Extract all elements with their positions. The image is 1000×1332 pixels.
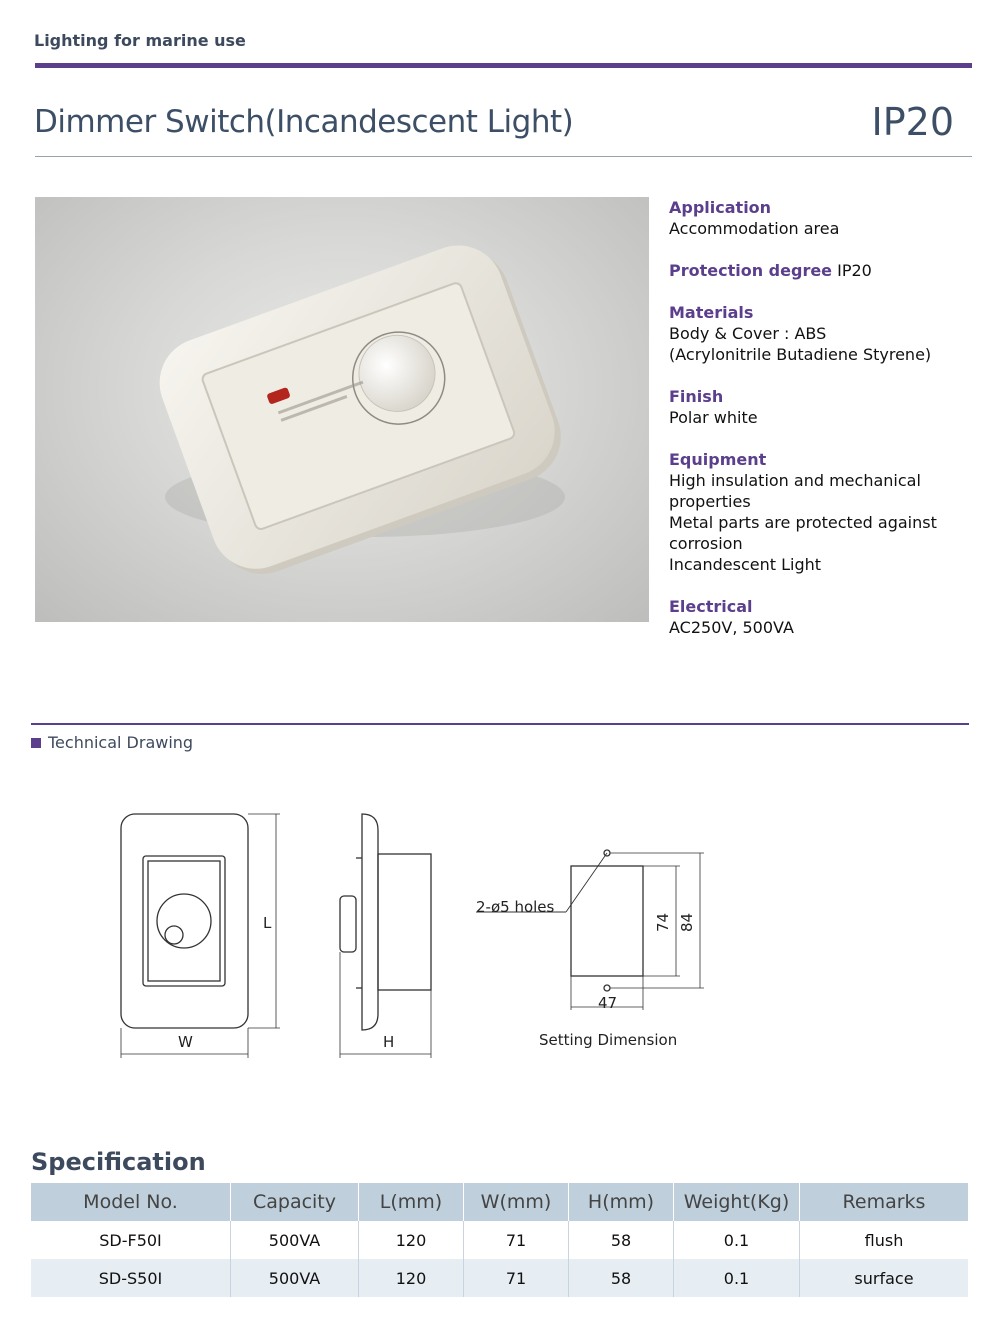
product-photo (35, 197, 649, 622)
front-view-knob (157, 894, 211, 948)
square-bullet-icon (31, 738, 41, 748)
cell-height: 58 (569, 1259, 674, 1297)
spec-label: Electrical (669, 597, 753, 616)
front-view-frame (143, 856, 225, 986)
cell-remarks: flush (864, 1230, 904, 1250)
cell-width: 71 (464, 1221, 569, 1259)
spec-finish (669, 386, 989, 428)
label-holes: 2-ø5 holes (476, 898, 555, 916)
table-header-row (31, 1183, 968, 1221)
technical-drawing-heading (31, 733, 193, 752)
label-dim47: 47 (598, 994, 618, 1012)
label-dim74: 74 (654, 912, 672, 932)
cell-width: 71 (464, 1259, 569, 1297)
category-label: Lighting for marine use (34, 31, 246, 50)
spec-value: High insulation and mechanical properties (669, 471, 921, 511)
title-divider (35, 156, 972, 157)
cell-weight: 0.1 (674, 1221, 800, 1259)
cell-model: SD-F50I (31, 1221, 231, 1259)
spec-application (669, 197, 989, 239)
side-view-knob (340, 896, 356, 952)
spec-value: Accommodation area (669, 219, 840, 238)
specification-heading: Specification (31, 1148, 206, 1176)
front-view-panel (148, 861, 220, 981)
spec-electrical (669, 596, 989, 638)
spec-value: Incandescent Light (669, 555, 822, 574)
side-view-plate (362, 814, 378, 1030)
label-w: W (178, 1033, 193, 1051)
cell-remarks: surface (800, 1259, 969, 1297)
cell-weight: 0.1 (674, 1259, 800, 1297)
col-model: Model No. (31, 1183, 231, 1221)
front-view-plate (121, 814, 248, 1028)
cell-model: SD-S50I (31, 1259, 231, 1297)
cell-length: 120 (359, 1221, 464, 1259)
spec-value: (Acrylonitrile Butadiene Styrene) (669, 345, 932, 364)
spec-label: Finish (669, 387, 724, 406)
front-view-indicator (165, 926, 183, 944)
spec-label: Equipment (669, 450, 767, 469)
label-dim84: 84 (678, 912, 696, 932)
spec-value: Metal parts are protected against corrosion (669, 513, 937, 553)
spec-equipment (669, 449, 989, 575)
spec-list (669, 197, 989, 659)
drawing-svg (0, 780, 1000, 1080)
spec-value: Body & Cover : ABS (669, 324, 827, 343)
hole-bottom (604, 985, 610, 991)
product-title: Dimmer Switch(Incandescent Light) (34, 104, 574, 140)
cutout-rect (571, 866, 643, 976)
spec-label: Protection degree (669, 261, 833, 280)
dimmer-switch-image (35, 197, 649, 622)
col-remarks: Remarks (800, 1183, 969, 1221)
table-row (31, 1259, 968, 1297)
label-caption: Setting Dimension (539, 1031, 678, 1049)
cell-length: 120 (359, 1259, 464, 1297)
col-width: W(mm) (464, 1183, 569, 1221)
spec-protection (669, 260, 989, 281)
section-divider (31, 723, 969, 725)
spec-value: Polar white (669, 408, 758, 427)
spec-materials (669, 302, 989, 365)
header-divider (35, 63, 972, 68)
technical-drawing-title: Technical Drawing (48, 733, 194, 752)
spec-value: IP20 (837, 261, 872, 280)
spec-value: AC250V, 500VA (669, 618, 794, 637)
col-weight: Weight(Kg) (674, 1183, 800, 1221)
cell-capacity: 500VA (231, 1221, 359, 1259)
cell-capacity: 500VA (231, 1259, 359, 1297)
spec-label: Materials (669, 303, 754, 322)
col-length: L(mm) (359, 1183, 464, 1221)
specification-table (31, 1183, 968, 1297)
col-capacity: Capacity (231, 1183, 359, 1221)
table-row (31, 1221, 968, 1259)
ip-rating: IP20 (871, 100, 954, 144)
spec-label: Application (669, 198, 772, 217)
cell-height: 58 (569, 1221, 674, 1259)
technical-drawing (0, 780, 1000, 1080)
col-height: H(mm) (569, 1183, 674, 1221)
label-h: H (383, 1033, 395, 1051)
label-l: L (263, 914, 272, 932)
side-view-body (378, 854, 431, 990)
